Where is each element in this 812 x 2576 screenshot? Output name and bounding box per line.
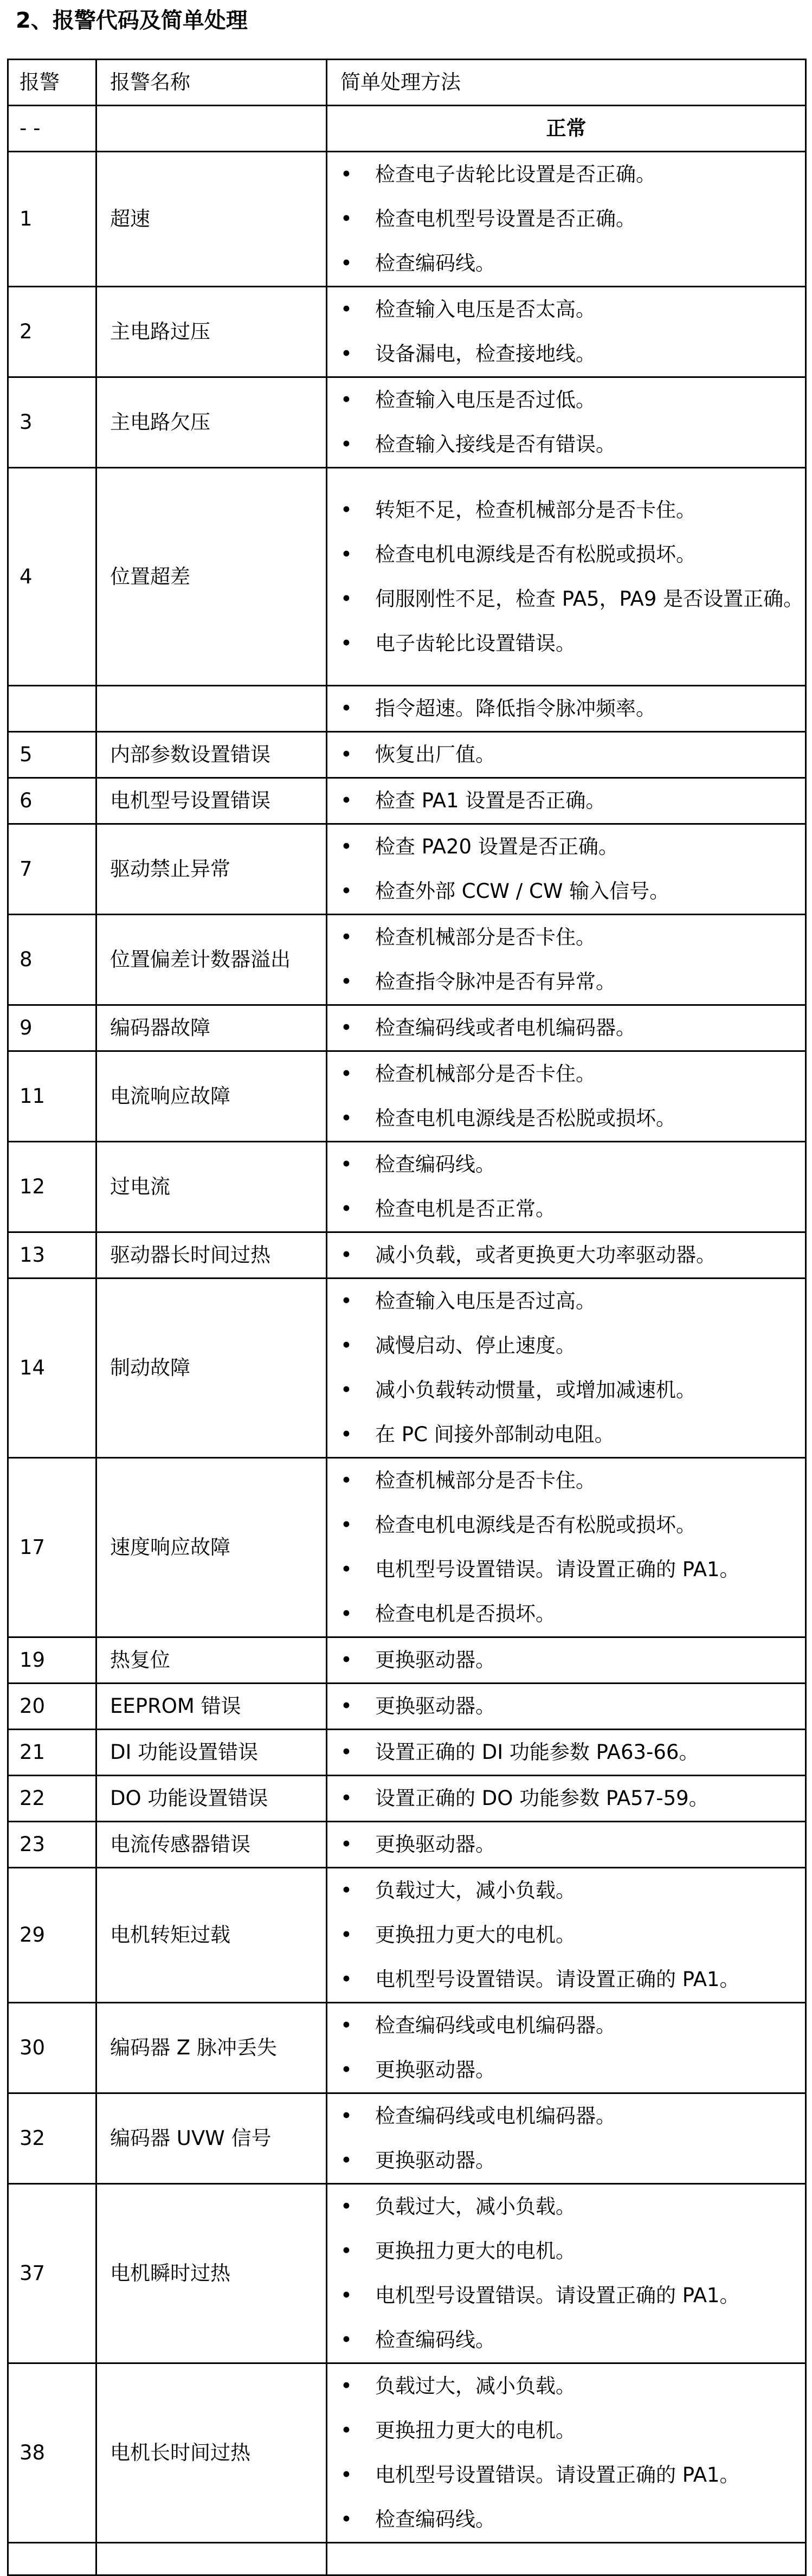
method-step-text: 检查输入电压是否过高。 — [375, 1289, 596, 1313]
method-step-text: 检查电子齿轮比设置是否正确。 — [375, 163, 656, 186]
method-step-text: 更换驱动器。 — [375, 2058, 495, 2082]
bullet-icon: • — [340, 542, 352, 566]
method-step — [340, 197, 805, 241]
method-step-text: 检查 PA20 设置是否正确。 — [375, 835, 618, 858]
table-row — [8, 1822, 806, 1868]
alarm-name — [96, 686, 327, 732]
table-row — [8, 468, 806, 686]
bullet-icon: • — [340, 1243, 352, 1267]
method-step — [340, 1684, 805, 1729]
alarm-code: 14 — [8, 1279, 96, 1458]
method-step-text: 更换驱动器。 — [375, 1648, 495, 1672]
method-step — [340, 488, 805, 532]
table-row — [8, 106, 806, 152]
alarm-name: 超速 — [96, 152, 327, 287]
alarm-name — [96, 2543, 327, 2575]
method-step — [340, 960, 805, 1004]
method-step — [340, 686, 805, 731]
table-row — [8, 1458, 806, 1637]
bullet-icon: • — [340, 789, 352, 812]
bullet-icon: • — [340, 1968, 352, 1991]
bullet-icon: • — [340, 433, 352, 456]
alarm-methods — [327, 1005, 806, 1051]
method-step — [340, 1096, 805, 1141]
alarm-name: 位置偏差计数器溢出 — [96, 915, 327, 1005]
alarm-name: 电机瞬时过热 — [96, 2184, 327, 2363]
bullet-icon: • — [340, 1197, 352, 1220]
bullet-icon: • — [340, 342, 352, 365]
column-header-code: 报警 — [8, 60, 96, 106]
table-row — [8, 1868, 806, 2003]
method-step-text: 伺服刚性不足，检查 PA5，PA9 是否设置正确。 — [375, 587, 804, 611]
method-step-text: 电机型号设置错误。请设置正确的 PA1。 — [375, 2463, 740, 2487]
method-step-text: 检查电机电源线是否有松脱或损坏。 — [375, 542, 696, 566]
alarm-methods — [327, 1684, 806, 1730]
method-step — [340, 1503, 805, 1547]
alarm-methods — [327, 2003, 806, 2093]
method-step — [340, 1324, 805, 1368]
alarm-name: 驱动禁止异常 — [96, 824, 327, 915]
bullet-icon: • — [340, 2328, 352, 2352]
method-step-text: 指令超速。降低指令脉冲频率。 — [375, 697, 656, 720]
method-step — [340, 1868, 805, 1913]
method-step — [340, 1592, 805, 1636]
method-step-text: 减小负载转动惯量，或增加减速机。 — [375, 1378, 696, 1402]
alarm-name: 制动故障 — [96, 1279, 327, 1458]
method-step — [340, 2408, 805, 2453]
method-step-text: 更换驱动器。 — [375, 1833, 495, 1856]
bullet-icon: • — [340, 743, 352, 766]
alarm-code: 22 — [8, 1776, 96, 1822]
method-step — [340, 577, 805, 621]
table-row — [8, 1051, 806, 1142]
bullet-icon: • — [340, 1062, 352, 1085]
bullet-icon: • — [340, 1833, 352, 1856]
table-row — [8, 2093, 806, 2184]
method-step-text: 检查机械部分是否卡住。 — [375, 1062, 596, 1085]
method-step-text: 设置正确的 DI 功能参数 PA63-66。 — [375, 1740, 699, 1764]
bullet-icon: • — [340, 1423, 352, 1446]
alarm-name: 位置超差 — [96, 468, 327, 686]
method-step — [340, 378, 805, 422]
table-row — [8, 686, 806, 732]
table-row — [8, 778, 806, 824]
table-row — [8, 1142, 806, 1232]
alarm-name: 电流响应故障 — [96, 1051, 327, 1142]
alarm-code — [8, 2543, 96, 2575]
method-step-text: 检查编码线或电机编码器。 — [375, 2104, 616, 2128]
alarm-table — [7, 59, 807, 2576]
method-step-text: 更换驱动器。 — [375, 1694, 495, 1718]
method-step — [340, 1459, 805, 1503]
method-step — [340, 152, 805, 197]
alarm-code: 7 — [8, 824, 96, 915]
method-step-text: 检查编码线或者电机编码器。 — [375, 1016, 636, 1039]
bullet-icon: • — [340, 1469, 352, 1492]
method-step — [340, 1638, 805, 1682]
alarm-code: - - — [8, 106, 96, 152]
alarm-code — [8, 686, 96, 732]
alarm-name: 编码器 Z 脉冲丢失 — [96, 2003, 327, 2093]
alarm-code: 13 — [8, 1232, 96, 1279]
section-title: 2、报警代码及简单处理 — [16, 8, 248, 33]
bullet-icon: • — [340, 2195, 352, 2218]
method-step — [340, 2229, 805, 2273]
method-step-text: 更换驱动器。 — [375, 2149, 495, 2172]
column-header-method: 简单处理方法 — [327, 60, 806, 106]
alarm-name: 过电流 — [96, 1142, 327, 1232]
method-step — [340, 2497, 805, 2542]
alarm-methods — [327, 1279, 806, 1458]
table-row — [8, 377, 806, 468]
alarm-methods — [327, 2363, 806, 2543]
method-step — [340, 287, 805, 332]
alarm-name: 内部参数设置错误 — [96, 732, 327, 778]
method-step — [340, 915, 805, 960]
alarm-methods — [327, 1822, 806, 1868]
method-step — [340, 779, 805, 823]
method-step-text: 减小负载，或者更换更大功率驱动器。 — [375, 1243, 716, 1267]
alarm-name: EEPROM 错误 — [96, 1684, 327, 1730]
method-step-text: 检查编码线。 — [375, 252, 495, 275]
alarm-code: 17 — [8, 1458, 96, 1637]
alarm-code: 6 — [8, 778, 96, 824]
method-step — [340, 241, 805, 286]
table-row — [8, 287, 806, 377]
table-row — [8, 2363, 806, 2543]
method-step — [340, 1957, 805, 2002]
method-step-text: 检查编码线。 — [375, 2508, 495, 2531]
alarm-name: 驱动器长时间过热 — [96, 1232, 327, 1279]
method-step-text: 电机型号设置错误。请设置正确的 PA1。 — [375, 1968, 740, 1991]
method-step — [340, 869, 805, 914]
alarm-name — [96, 106, 327, 152]
method-step — [340, 2048, 805, 2092]
bullet-icon: • — [340, 1153, 352, 1176]
method-step — [340, 1547, 805, 1592]
alarm-code: 21 — [8, 1730, 96, 1776]
method-step-text: 检查编码线或电机编码器。 — [375, 2014, 616, 2037]
method-step-text: 检查机械部分是否卡住。 — [375, 926, 596, 949]
alarm-code: 4 — [8, 468, 96, 686]
alarm-name: 速度响应故障 — [96, 1458, 327, 1637]
bullet-icon: • — [340, 1923, 352, 1947]
method-step-text: 更换扭力更大的电机。 — [375, 1923, 576, 1947]
alarm-name: DI 功能设置错误 — [96, 1730, 327, 1776]
alarm-code: 29 — [8, 1868, 96, 2003]
table-row — [8, 1684, 806, 1730]
alarm-methods — [327, 468, 806, 686]
bullet-icon: • — [340, 2014, 352, 2037]
bullet-icon: • — [340, 1787, 352, 1810]
method-step — [340, 532, 805, 577]
alarm-code: 30 — [8, 2003, 96, 2093]
alarm-status-note: 正常 — [327, 106, 806, 152]
alarm-methods — [327, 1232, 806, 1279]
alarm-methods — [327, 686, 806, 732]
method-step-text: 检查电机电源线是否有松脱或损坏。 — [375, 1513, 696, 1537]
method-step-text: 负载过大，减小负载。 — [375, 2195, 576, 2218]
bullet-icon: • — [340, 1602, 352, 1626]
alarm-code: 32 — [8, 2093, 96, 2184]
bullet-icon: • — [340, 2284, 352, 2307]
method-step-text: 恢复出厂值。 — [375, 743, 495, 766]
method-step — [340, 2094, 805, 2138]
bullet-icon: • — [340, 2463, 352, 2487]
method-step-text: 设备漏电，检查接地线。 — [375, 342, 596, 365]
table-row — [8, 732, 806, 778]
bullet-icon: • — [340, 1016, 352, 1039]
bullet-icon: • — [340, 2104, 352, 2128]
table-row — [8, 1005, 806, 1051]
method-step-text: 减慢启动、停止速度。 — [375, 1334, 576, 1357]
method-step-text: 检查电机型号设置是否正确。 — [375, 207, 636, 230]
alarm-methods — [327, 778, 806, 824]
method-step — [340, 1730, 805, 1775]
method-step-text: 检查输入电压是否太高。 — [375, 298, 596, 321]
table-row — [8, 1232, 806, 1279]
method-step — [340, 1142, 805, 1187]
alarm-methods — [327, 1730, 806, 1776]
alarm-methods — [327, 2543, 806, 2575]
method-step — [340, 2273, 805, 2318]
method-step — [340, 621, 805, 666]
alarm-methods — [327, 1051, 806, 1142]
column-header-name: 报警名称 — [96, 60, 327, 106]
alarm-methods — [327, 1142, 806, 1232]
bullet-icon: • — [340, 1648, 352, 1672]
alarm-code: 38 — [8, 2363, 96, 2543]
alarm-methods — [327, 732, 806, 778]
method-step-text: 负载过大，减小负载。 — [375, 1879, 576, 1902]
alarm-code: 11 — [8, 1051, 96, 1142]
table-header-row — [8, 60, 806, 106]
alarm-name: 热复位 — [96, 1637, 327, 1684]
alarm-name: 电机型号设置错误 — [96, 778, 327, 824]
alarm-code: 20 — [8, 1684, 96, 1730]
bullet-icon: • — [340, 1558, 352, 1581]
method-step-text: 检查输入接线是否有错误。 — [375, 433, 616, 456]
method-step — [340, 733, 805, 777]
method-step-text: 更换扭力更大的电机。 — [375, 2239, 576, 2263]
bullet-icon: • — [340, 1289, 352, 1313]
bullet-icon: • — [340, 2419, 352, 2442]
method-step-text: 电机型号设置错误。请设置正确的 PA1。 — [375, 1558, 740, 1581]
method-step — [340, 1368, 805, 1412]
method-step-text: 检查电机是否损坏。 — [375, 1602, 556, 1626]
bullet-icon: • — [340, 2508, 352, 2531]
method-step-text: 电子齿轮比设置错误。 — [375, 631, 576, 655]
table-row — [8, 2184, 806, 2363]
method-step — [340, 2318, 805, 2362]
bullet-icon: • — [340, 2058, 352, 2082]
bullet-icon: • — [340, 970, 352, 993]
table-row — [8, 1279, 806, 1458]
method-step — [340, 1006, 805, 1050]
alarm-code: 1 — [8, 152, 96, 287]
bullet-icon: • — [340, 926, 352, 949]
method-step-text: 检查编码线。 — [375, 2328, 495, 2352]
method-step-text: 检查电机是否正常。 — [375, 1197, 556, 1220]
method-step — [340, 2003, 805, 2048]
table-row — [8, 152, 806, 287]
alarm-code: 12 — [8, 1142, 96, 1232]
alarm-methods — [327, 1868, 806, 2003]
bullet-icon: • — [340, 587, 352, 611]
alarm-name: 电机转矩过载 — [96, 1868, 327, 2003]
alarm-name: 编码器故障 — [96, 1005, 327, 1051]
bullet-icon: • — [340, 2149, 352, 2172]
method-step-text: 更换扭力更大的电机。 — [375, 2419, 576, 2442]
bullet-icon: • — [340, 163, 352, 186]
method-step — [340, 1052, 805, 1096]
alarm-code: 23 — [8, 1822, 96, 1868]
bullet-icon: • — [340, 631, 352, 655]
bullet-icon: • — [340, 388, 352, 412]
method-step-text: 设置正确的 DO 功能参数 PA57-59。 — [375, 1787, 709, 1810]
method-step — [340, 825, 805, 869]
method-step — [340, 1412, 805, 1457]
method-step-text: 负载过大，减小负载。 — [375, 2374, 576, 2398]
alarm-methods — [327, 915, 806, 1005]
alarm-name: DO 功能设置错误 — [96, 1776, 327, 1822]
table-row — [8, 915, 806, 1005]
bullet-icon: • — [340, 697, 352, 720]
alarm-code: 19 — [8, 1637, 96, 1684]
alarm-name: 主电路过压 — [96, 287, 327, 377]
method-step-text: 检查输入电压是否过低。 — [375, 388, 596, 412]
method-step — [340, 1233, 805, 1277]
method-step — [340, 332, 805, 376]
method-step-text: 检查电机电源线是否松脱或损坏。 — [375, 1107, 676, 1130]
alarm-methods — [327, 824, 806, 915]
alarm-name: 电流传感器错误 — [96, 1822, 327, 1868]
alarm-name: 电机长时间过热 — [96, 2363, 327, 2543]
alarm-methods — [327, 152, 806, 287]
method-step — [340, 1776, 805, 1821]
method-step-text: 检查机械部分是否卡住。 — [375, 1469, 596, 1492]
table-row — [8, 1637, 806, 1684]
bullet-icon: • — [340, 1694, 352, 1718]
method-step — [340, 2364, 805, 2408]
table-row — [8, 1730, 806, 1776]
alarm-code: 3 — [8, 377, 96, 468]
table-row — [8, 824, 806, 915]
bullet-icon: • — [340, 2239, 352, 2263]
alarm-methods — [327, 1458, 806, 1637]
alarm-code: 5 — [8, 732, 96, 778]
alarm-name: 主电路欠压 — [96, 377, 327, 468]
method-step — [340, 422, 805, 467]
alarm-methods — [327, 2184, 806, 2363]
alarm-methods — [327, 1637, 806, 1684]
method-step-text: 电机型号设置错误。请设置正确的 PA1。 — [375, 2284, 740, 2307]
method-step-text: 在 PC 间接外部制动电阻。 — [375, 1423, 615, 1446]
method-step-text: 检查指令脉冲是否有异常。 — [375, 970, 616, 993]
alarm-name: 编码器 UVW 信号 — [96, 2093, 327, 2184]
table-row — [8, 2003, 806, 2093]
method-step — [340, 2185, 805, 2229]
method-step — [340, 2453, 805, 2497]
alarm-code: 2 — [8, 287, 96, 377]
method-step-text: 转矩不足，检查机械部分是否卡住。 — [375, 498, 696, 522]
bullet-icon: • — [340, 1334, 352, 1357]
bullet-icon: • — [340, 2374, 352, 2398]
bullet-icon: • — [340, 1740, 352, 1764]
bullet-icon: • — [340, 252, 352, 275]
bullet-icon: • — [340, 1107, 352, 1130]
method-step-text: 检查编码线。 — [375, 1153, 495, 1176]
method-step — [340, 1279, 805, 1324]
bullet-icon: • — [340, 1513, 352, 1537]
alarm-methods — [327, 2093, 806, 2184]
alarm-code: 8 — [8, 915, 96, 1005]
bullet-icon: • — [340, 298, 352, 321]
bullet-icon: • — [340, 1879, 352, 1902]
method-step-text: 检查 PA1 设置是否正确。 — [375, 789, 606, 812]
bullet-icon: • — [340, 835, 352, 858]
bullet-icon: • — [340, 498, 352, 522]
bullet-icon: • — [340, 1378, 352, 1402]
method-step — [340, 1187, 805, 1231]
method-step — [340, 1913, 805, 1957]
table-row — [8, 2543, 806, 2575]
alarm-methods — [327, 377, 806, 468]
table-row — [8, 1776, 806, 1822]
alarm-methods — [327, 287, 806, 377]
alarm-code: 37 — [8, 2184, 96, 2363]
bullet-icon: • — [340, 879, 352, 903]
method-step — [340, 1822, 805, 1867]
alarm-code: 9 — [8, 1005, 96, 1051]
method-step — [340, 2138, 805, 2183]
alarm-methods — [327, 1776, 806, 1822]
bullet-icon: • — [340, 207, 352, 230]
method-step-text: 检查外部 CCW / CW 输入信号。 — [375, 879, 670, 903]
